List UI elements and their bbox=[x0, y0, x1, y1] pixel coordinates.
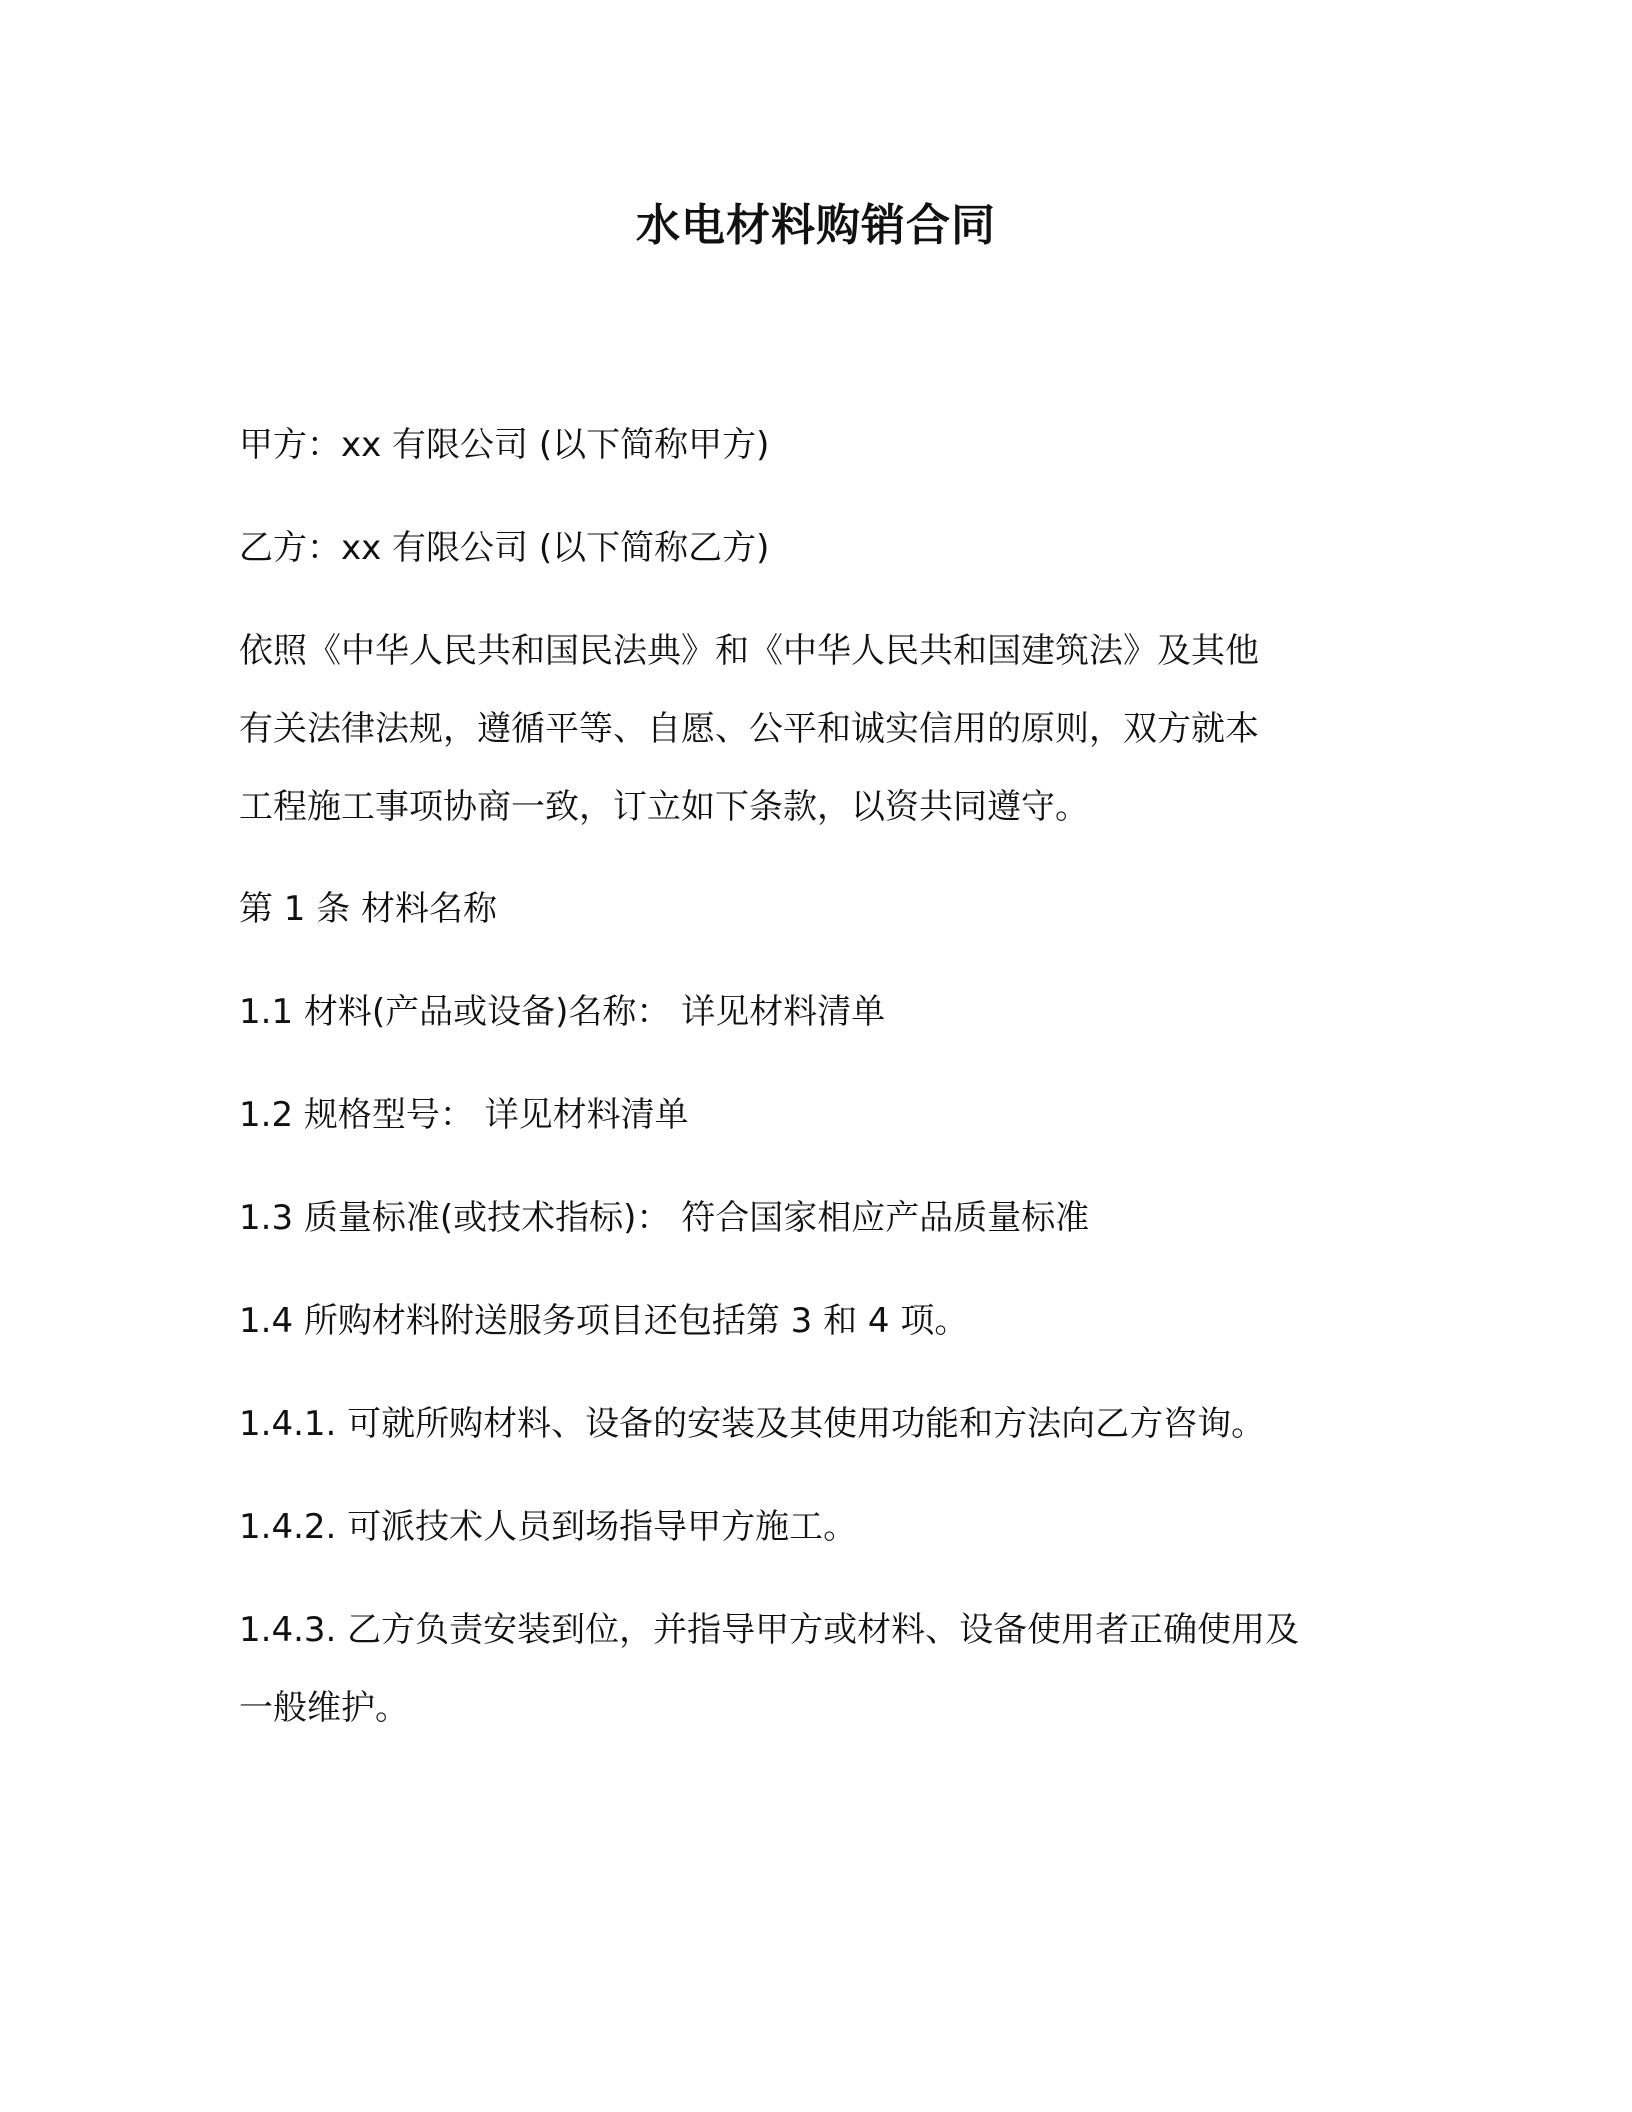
preamble-line-2: 有关法律法规，遵循平等、自愿、公平和诚实信用的原则，双方就本 bbox=[239, 709, 1259, 749]
clause-1-4-1: 1.4.1. 可就所购材料、设备的安装及其使用功能和方法向乙方咨询。 bbox=[239, 1404, 1266, 1444]
clause-1-4-3-line-2: 一般维护。 bbox=[239, 1688, 409, 1728]
clause-1-4-2: 1.4.2. 可派技术人员到场指导甲方施工。 bbox=[239, 1507, 858, 1547]
party-a-line: 甲方：xx 有限公司 (以下简称甲方) bbox=[239, 425, 770, 465]
clause-1-1: 1.1 材料(产品或设备)名称： 详见材料清单 bbox=[239, 992, 886, 1032]
party-b-line: 乙方：xx 有限公司 (以下简称乙方) bbox=[239, 528, 770, 568]
article-1-heading: 第 1 条 材料名称 bbox=[239, 889, 498, 929]
clause-1-4: 1.4 所购材料附送服务项目还包括第 3 和 4 项。 bbox=[239, 1301, 969, 1341]
preamble-line-3: 工程施工事项协商一致，订立如下条款，以资共同遵守。 bbox=[239, 787, 1089, 827]
clause-1-4-3-line-1: 1.4.3. 乙方负责安装到位，并指导甲方或材料、设备使用者正确使用及 bbox=[239, 1610, 1300, 1650]
document-title: 水电材料购销合同 bbox=[636, 200, 996, 251]
clause-1-2: 1.2 规格型号： 详见材料清单 bbox=[239, 1095, 689, 1135]
preamble-line-1: 依照《中华人民共和国民法典》和《中华人民共和国建筑法》及其他 bbox=[239, 631, 1259, 671]
clause-1-3: 1.3 质量标准(或技术指标)： 符合国家相应产品质量标准 bbox=[239, 1198, 1090, 1238]
